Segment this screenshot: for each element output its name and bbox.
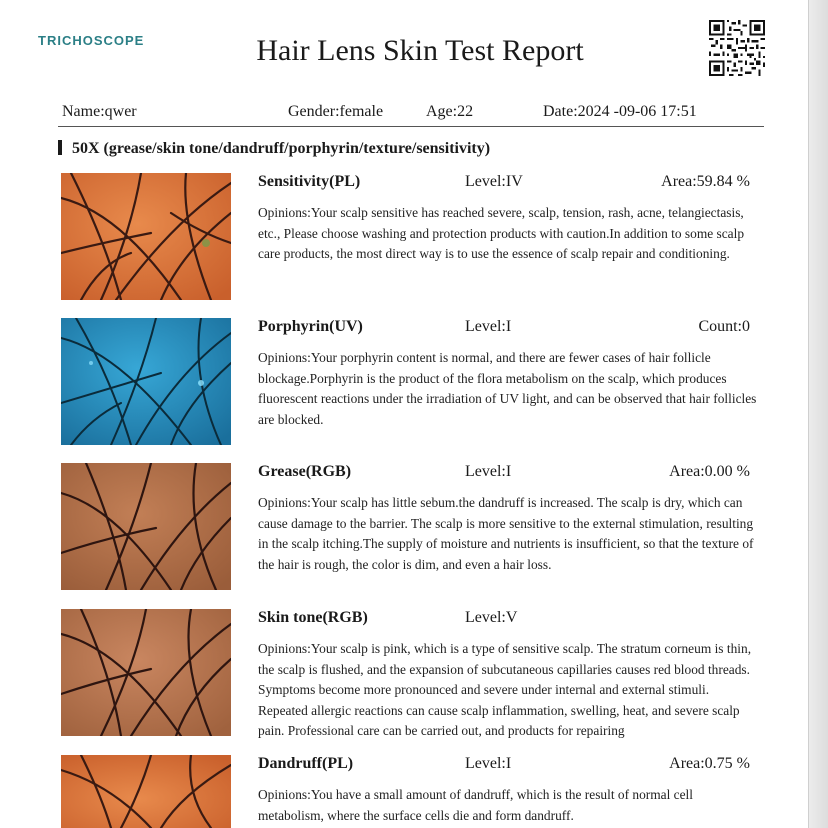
result-name: Sensitivity(PL) <box>258 173 361 190</box>
scalp-image-pl <box>61 173 231 300</box>
result-opinion: Opinions:You have a small amount of dandruff, which is the result of normal cell metabolism, where the surface cells die and form dandruff. <box>258 787 693 823</box>
section-title-text: 50X (grease/skin tone/dandruff/porphyrin/texture/sensitivity) <box>72 140 491 157</box>
patient-info-row <box>58 102 764 127</box>
qr-code-icon <box>709 20 765 76</box>
result-name: Porphyrin(UV) <box>258 318 363 335</box>
result-opinion: Opinions:Your scalp has little sebum.the dandruff is increased. The scalp is dry, which can cause damage to the barrier. The scalp is more sensitive to the external stimulation, resulting in the scalp itching.The supply of moisture and nutrients is insufficient, so that the texture of the hair is rough, the color is dim, and even a hair loss. <box>258 495 754 572</box>
section-title <box>58 140 490 158</box>
result-level: Level:V <box>465 609 518 626</box>
result-name: Skin tone(RGB) <box>258 609 368 626</box>
result-header <box>258 755 750 777</box>
result-header <box>258 173 750 195</box>
scalp-image-rgb <box>61 463 231 590</box>
test-date: Date:2024 -09-06 17:51 <box>543 103 697 120</box>
result-name: Grease(RGB) <box>258 463 352 480</box>
result-level: Level:I <box>465 755 512 772</box>
patient-gender: Gender:female <box>288 103 384 120</box>
result-header <box>258 463 750 485</box>
patient-name: Name:qwer <box>62 103 137 120</box>
result-name: Dandruff(PL) <box>258 755 354 772</box>
section-bar <box>58 140 62 155</box>
result-header <box>258 609 750 631</box>
scalp-image-uv <box>61 318 231 445</box>
result-opinion: Opinions:Your scalp sensitive has reached severe, scalp, tension, rash, acne, telangiectasis, etc., Please choose washing and protection products with caution.In addition to some scalp care products, the most direct way is to use the essence of scalp repair and conditioning. <box>258 205 745 262</box>
result-metric: Count:0 <box>698 318 750 335</box>
page-edge <box>808 0 828 828</box>
result-metric: Area:0.00 % <box>669 463 750 480</box>
brand-logo: TRICHOSCOPE <box>38 33 145 48</box>
result-opinion: Opinions:Your scalp is pink, which is a type of sensitive scalp. The stratum corneum is thin, the scalp is flushed, and the expansion of subcutaneous capillaries causes red blood threads. Symptoms become more pronounced and severe under internal and external stimuli. Repeated allergic reactions can cause scalp inflammation, swelling, heat, and severe scalp pain. Professional care can be carried out, and products for repairing <box>258 641 752 739</box>
scalp-image-pl <box>61 755 231 828</box>
report-title: Hair Lens Skin Test Report <box>256 34 584 67</box>
result-metric: Area:59.84 % <box>661 173 750 190</box>
result-opinion: Opinions:Your porphyrin content is normal, and there are fewer cases of hair follicle blockage.Porphyrin is the product of the flora metabolism on the scalp, which produces fluorescent reactions under the irradiation of UV light, and can be observed that hair follicles are blocked. <box>258 350 757 427</box>
result-level: Level:I <box>465 463 512 480</box>
result-level: Level:IV <box>465 173 523 190</box>
result-header <box>258 318 750 340</box>
scalp-image-rgb <box>61 609 231 736</box>
patient-age: Age:22 <box>426 103 474 120</box>
result-metric: Area:0.75 % <box>669 755 750 772</box>
result-level: Level:I <box>465 318 512 335</box>
